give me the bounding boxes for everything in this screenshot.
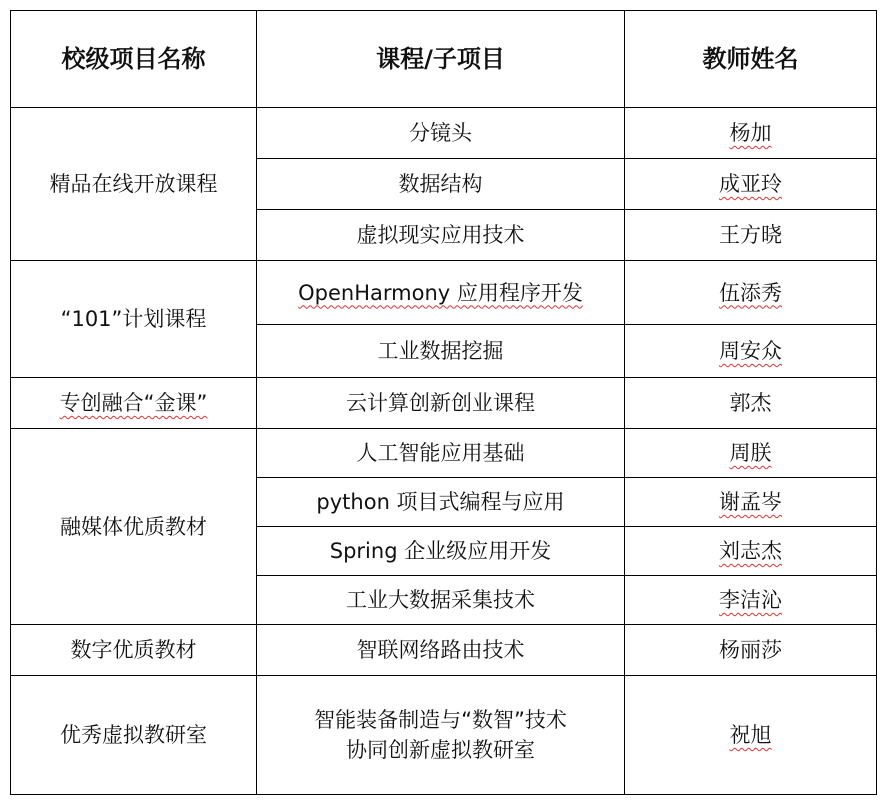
teacher-cell xyxy=(625,429,877,478)
teacher-name: 祝旭 xyxy=(729,723,772,747)
course-line-2: 协同创新虚拟教研室 xyxy=(346,738,535,762)
table-row xyxy=(11,676,877,795)
teacher-cell: 郭杰 xyxy=(625,378,877,429)
teacher-cell xyxy=(625,261,877,325)
teacher-name: 周朕 xyxy=(729,441,772,465)
teacher-name: 杨加 xyxy=(729,121,772,145)
project-cell: “101”计划课程 xyxy=(11,261,257,378)
teacher-name: 刘志杰 xyxy=(719,539,782,563)
teacher-name: 周安众 xyxy=(719,339,782,363)
project-name: 专创融合“金课” xyxy=(59,391,208,415)
course-cell: 工业数据挖掘 xyxy=(257,325,625,378)
course-cell: 人工智能应用基础 xyxy=(257,429,625,478)
project-cell: 优秀虚拟教研室 xyxy=(11,676,257,795)
project-cell xyxy=(11,378,257,429)
header-row xyxy=(11,11,877,108)
course-cell xyxy=(257,676,625,795)
project-table xyxy=(10,10,877,795)
course-cell: python 项目式编程与应用 xyxy=(257,478,625,527)
table-row xyxy=(11,108,877,159)
teacher-cell: 王方晓 xyxy=(625,210,877,261)
teacher-name: 伍添秀 xyxy=(719,280,782,305)
teacher-cell xyxy=(625,325,877,378)
project-cell: 融媒体优质教材 xyxy=(11,429,257,625)
teacher-cell xyxy=(625,108,877,159)
teacher-name: 李洁沁 xyxy=(719,588,782,612)
header-teacher: 教师姓名 xyxy=(625,11,877,108)
teacher-cell xyxy=(625,576,877,625)
teacher-cell: 杨丽莎 xyxy=(625,625,877,676)
course-cell: 虚拟现实应用技术 xyxy=(257,210,625,261)
teacher-cell xyxy=(625,527,877,576)
course-cell xyxy=(257,261,625,325)
header-course: 课程/子项目 xyxy=(257,11,625,108)
project-cell: 精品在线开放课程 xyxy=(11,108,257,261)
course-cell: 智联网络路由技术 xyxy=(257,625,625,676)
teacher-name: 谢孟岑 xyxy=(719,490,782,514)
teacher-cell xyxy=(625,676,877,795)
teacher-cell xyxy=(625,159,877,210)
teacher-cell xyxy=(625,478,877,527)
header-project: 校级项目名称 xyxy=(11,11,257,108)
table-row xyxy=(11,429,877,478)
teacher-name: 成亚玲 xyxy=(719,172,782,196)
table-row xyxy=(11,261,877,325)
table-row xyxy=(11,625,877,676)
course-name: OpenHarmony 应用程序开发 xyxy=(298,280,583,305)
course-cell: 工业大数据采集技术 xyxy=(257,576,625,625)
course-cell: 数据结构 xyxy=(257,159,625,210)
table-row xyxy=(11,378,877,429)
course-cell: 云计算创新创业课程 xyxy=(257,378,625,429)
course-cell: Spring 企业级应用开发 xyxy=(257,527,625,576)
course-line-1: 智能装备制造与“数智”技术 xyxy=(314,708,567,732)
project-cell: 数字优质教材 xyxy=(11,625,257,676)
course-cell: 分镜头 xyxy=(257,108,625,159)
